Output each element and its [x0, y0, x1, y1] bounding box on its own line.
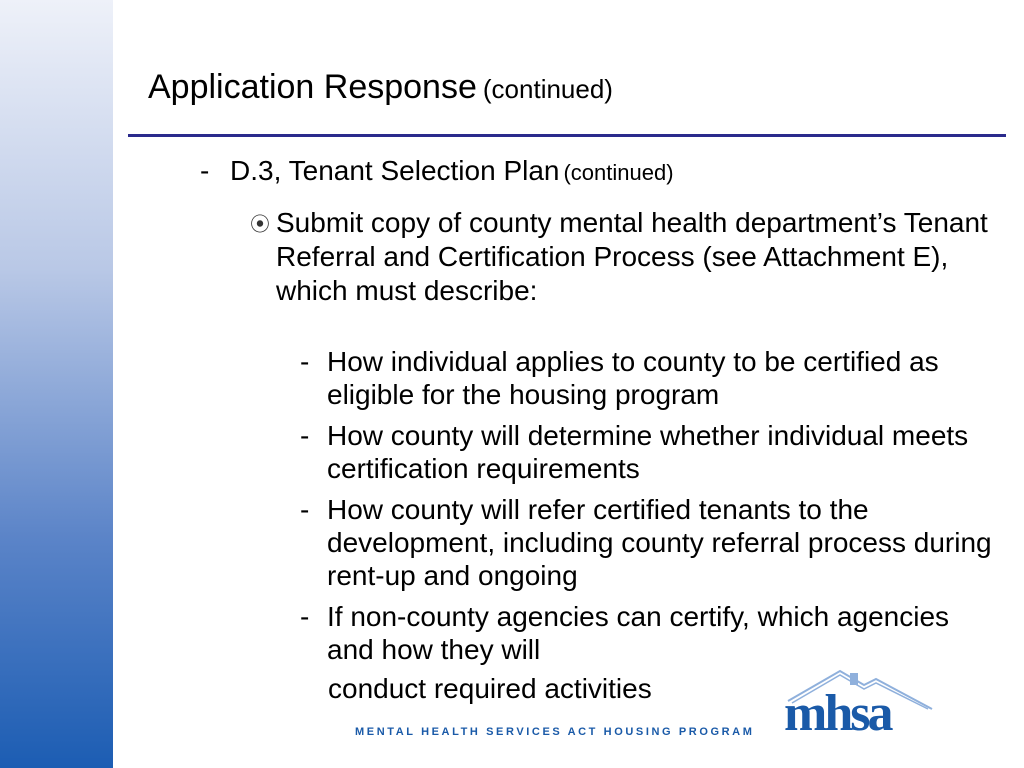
list-item-text: How county will refer certified tenants to the development, including county referral process during rent-up and ongoing — [327, 494, 992, 591]
dash-marker: - — [300, 420, 310, 451]
level1-sub: (continued) — [563, 160, 674, 185]
title-divider — [128, 134, 1006, 137]
title-sub: (continued) — [482, 74, 613, 104]
list-item — [300, 600, 1000, 666]
list-item — [300, 345, 1000, 411]
dash-marker: - — [300, 601, 310, 632]
dash-marker: - — [300, 494, 310, 525]
mhsa-wordmark: mhsa — [784, 685, 891, 742]
outline-level3-list — [300, 345, 1000, 674]
list-item — [300, 419, 1000, 485]
level1-text: D.3, Tenant Selection Plan — [230, 155, 560, 186]
slide-title — [148, 68, 613, 107]
circle-bullet-icon: ⦿ — [250, 214, 270, 236]
level2-text: Submit copy of county mental health department’s Tenant Referral and Certification Process (see Attachment E), which must describe: — [276, 207, 988, 306]
footer-tagline: MENTAL HEALTH SERVICES ACT HOUSING PROGRAM — [355, 726, 755, 738]
side-gradient-bar — [0, 0, 113, 768]
list-item-text: If non-county agencies can certify, which agencies and how they will — [327, 601, 950, 665]
dash-marker: - — [300, 346, 310, 377]
outline-level1-item — [200, 155, 674, 187]
list-item-text: How individual applies to county to be certified as eligible for the housing program — [327, 346, 939, 410]
list-item-text: How county will determine whether individual meets certification requirements — [327, 420, 969, 484]
dash-marker: - — [200, 155, 210, 186]
list-item — [300, 493, 1000, 592]
outline-level2-item — [250, 206, 990, 308]
continuation-line: conduct required activities — [328, 673, 652, 704]
title-main: Application Response — [148, 68, 477, 106]
